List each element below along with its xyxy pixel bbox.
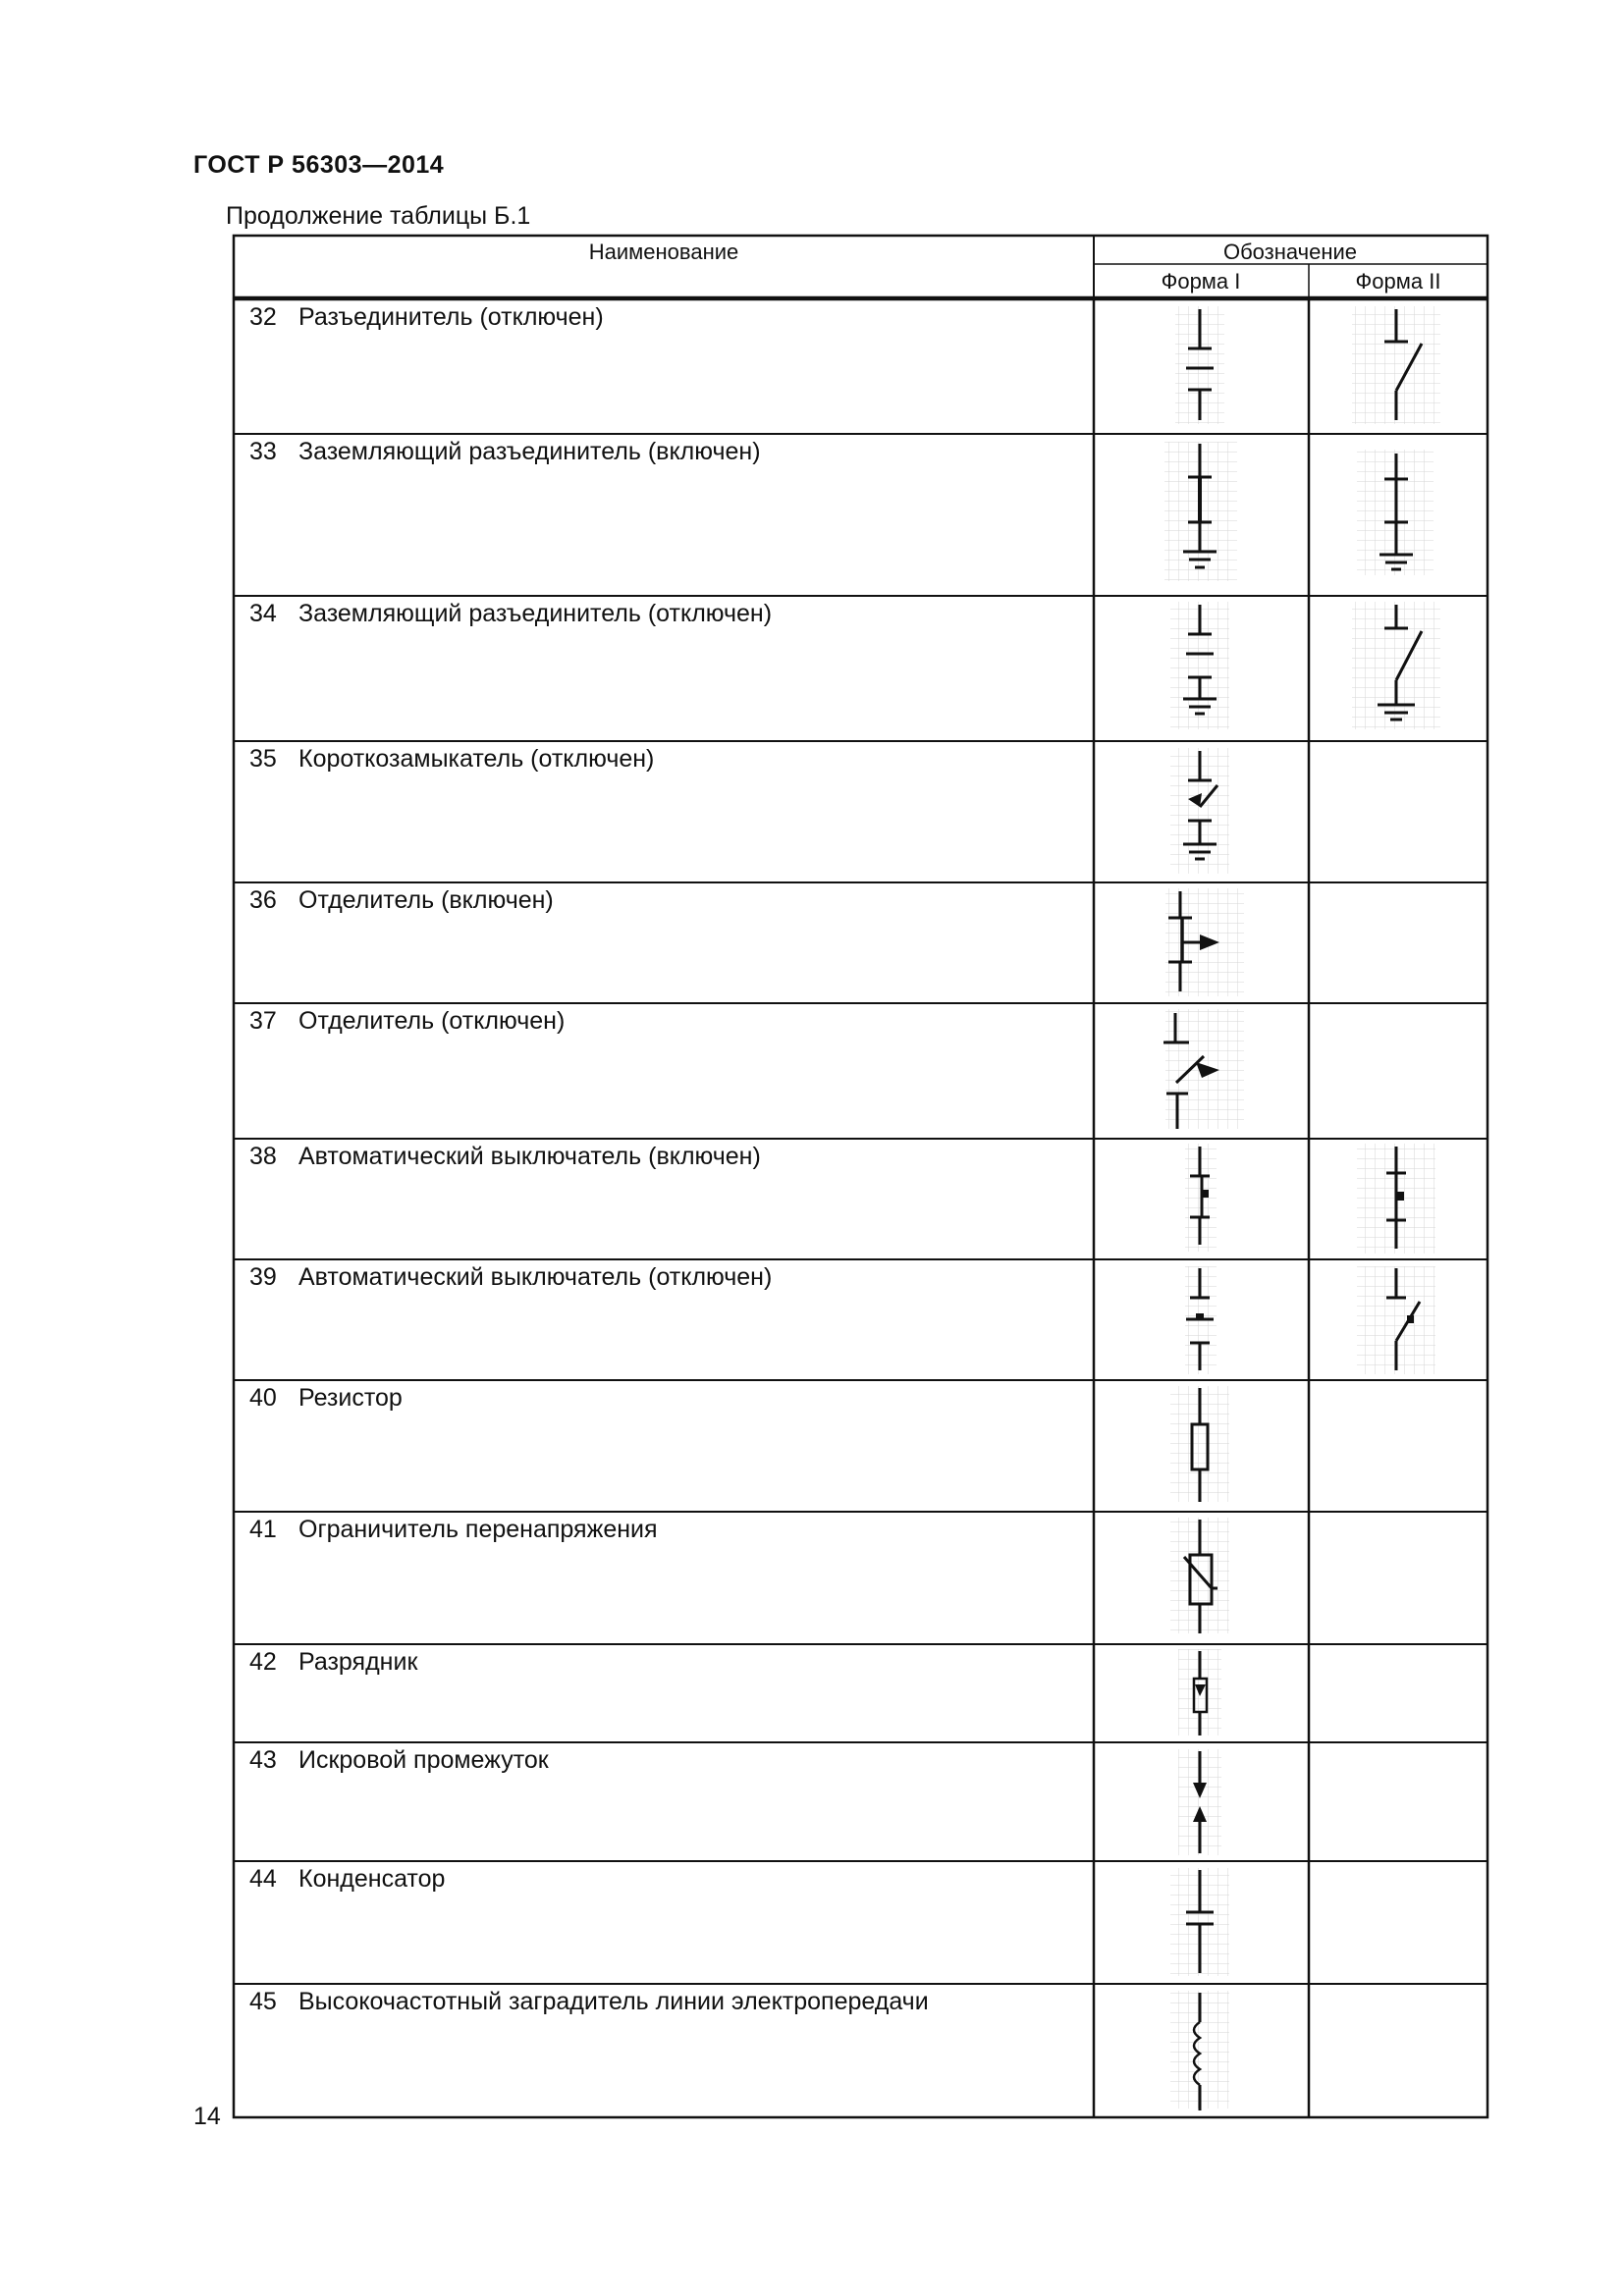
table-body-borders xyxy=(234,299,1488,2117)
row-number: 42 xyxy=(249,1648,277,1676)
row-name: Заземляющий разъединитель (отключен) xyxy=(298,600,773,627)
separator-open-symbol xyxy=(1163,1009,1244,1129)
disconnector-open-symbol xyxy=(1175,306,1224,424)
row-number: 37 xyxy=(249,1007,277,1035)
row-name: Отделитель (включен) xyxy=(298,886,554,914)
row-name: Отделитель (отключен) xyxy=(298,1007,566,1035)
row-number: 33 xyxy=(249,438,277,465)
table-row xyxy=(249,1384,403,1412)
table-row xyxy=(249,438,761,465)
line-trap-symbol xyxy=(1170,1991,1229,2110)
row-name: Резистор xyxy=(298,1384,403,1412)
page-number: 14 xyxy=(193,2103,221,2130)
row-number: 43 xyxy=(249,1746,277,1774)
row-number: 39 xyxy=(249,1263,277,1291)
resistor-symbol xyxy=(1170,1386,1229,1502)
circuit-breaker-open-symbol xyxy=(1185,1266,1217,1374)
arrester-symbol xyxy=(1178,1649,1221,1735)
row-name: Заземляющий разъединитель (включен) xyxy=(298,438,761,465)
row-number: 45 xyxy=(249,1988,277,2015)
row-name: Автоматический выключатель (отключен) xyxy=(298,1263,773,1291)
short-circuiter-open-symbol xyxy=(1170,748,1229,874)
earthing-switch-closed-symbol xyxy=(1164,442,1237,581)
row-name: Конденсатор xyxy=(298,1865,446,1893)
row-number: 41 xyxy=(249,1516,277,1543)
row-number: 36 xyxy=(249,886,277,914)
row-name: Разъединитель (отключен) xyxy=(298,303,604,331)
row-number: 38 xyxy=(249,1143,277,1170)
row-name: Автоматический выключатель (включен) xyxy=(298,1143,761,1170)
table-row xyxy=(249,1143,761,1170)
earthing-switch-open-form2-symbol xyxy=(1352,602,1440,729)
table-row xyxy=(249,1648,418,1676)
row-number: 35 xyxy=(249,745,277,773)
row-name: Высокочастотный заградитель линии электропередачи xyxy=(298,1988,929,2015)
table-row xyxy=(249,1516,658,1543)
circuit-breaker-closed-symbol xyxy=(1185,1144,1217,1252)
row-name: Ограничитель перенапряжения xyxy=(298,1516,658,1543)
col-header-form1: Форма I xyxy=(1161,269,1241,294)
earthing-switch-closed-form2-symbol xyxy=(1357,450,1434,575)
separator-closed-symbol xyxy=(1165,888,1244,996)
table-row xyxy=(249,600,772,627)
table-row xyxy=(249,1007,565,1035)
earthing-switch-open-symbol xyxy=(1170,602,1229,729)
circuit-breaker-open-form2-symbol xyxy=(1357,1266,1435,1374)
table-row xyxy=(249,303,604,331)
col-header-designation: Обозначение xyxy=(1222,240,1358,264)
table-caption: Продолжение таблицы Б.1 xyxy=(226,202,531,230)
disconnector-open-form2-symbol xyxy=(1352,306,1440,424)
row-name: Разрядник xyxy=(298,1648,418,1676)
table-row xyxy=(249,745,654,773)
document-title: ГОСТ Р 56303—2014 xyxy=(193,151,445,179)
row-name: Искровой промежуток xyxy=(298,1746,549,1774)
table-row xyxy=(249,1988,929,2015)
table-row xyxy=(249,1263,772,1291)
col-header-name: Наименование xyxy=(588,240,739,264)
col-header-form2: Форма II xyxy=(1355,269,1441,294)
row-number: 32 xyxy=(249,303,277,331)
row-number: 40 xyxy=(249,1384,277,1412)
row-number: 34 xyxy=(249,600,277,627)
row-name: Короткозамыкатель (отключен) xyxy=(298,745,655,773)
table-header xyxy=(234,236,1488,297)
row-number: 44 xyxy=(249,1865,277,1893)
circuit-breaker-closed-form2-symbol xyxy=(1357,1144,1435,1254)
table-row xyxy=(249,1865,445,1893)
surge-arrester-symbol xyxy=(1170,1518,1229,1633)
table-row xyxy=(249,1746,550,1774)
table-row xyxy=(249,886,554,914)
spark-gap-symbol xyxy=(1178,1749,1221,1855)
capacitor-symbol xyxy=(1170,1868,1229,1976)
